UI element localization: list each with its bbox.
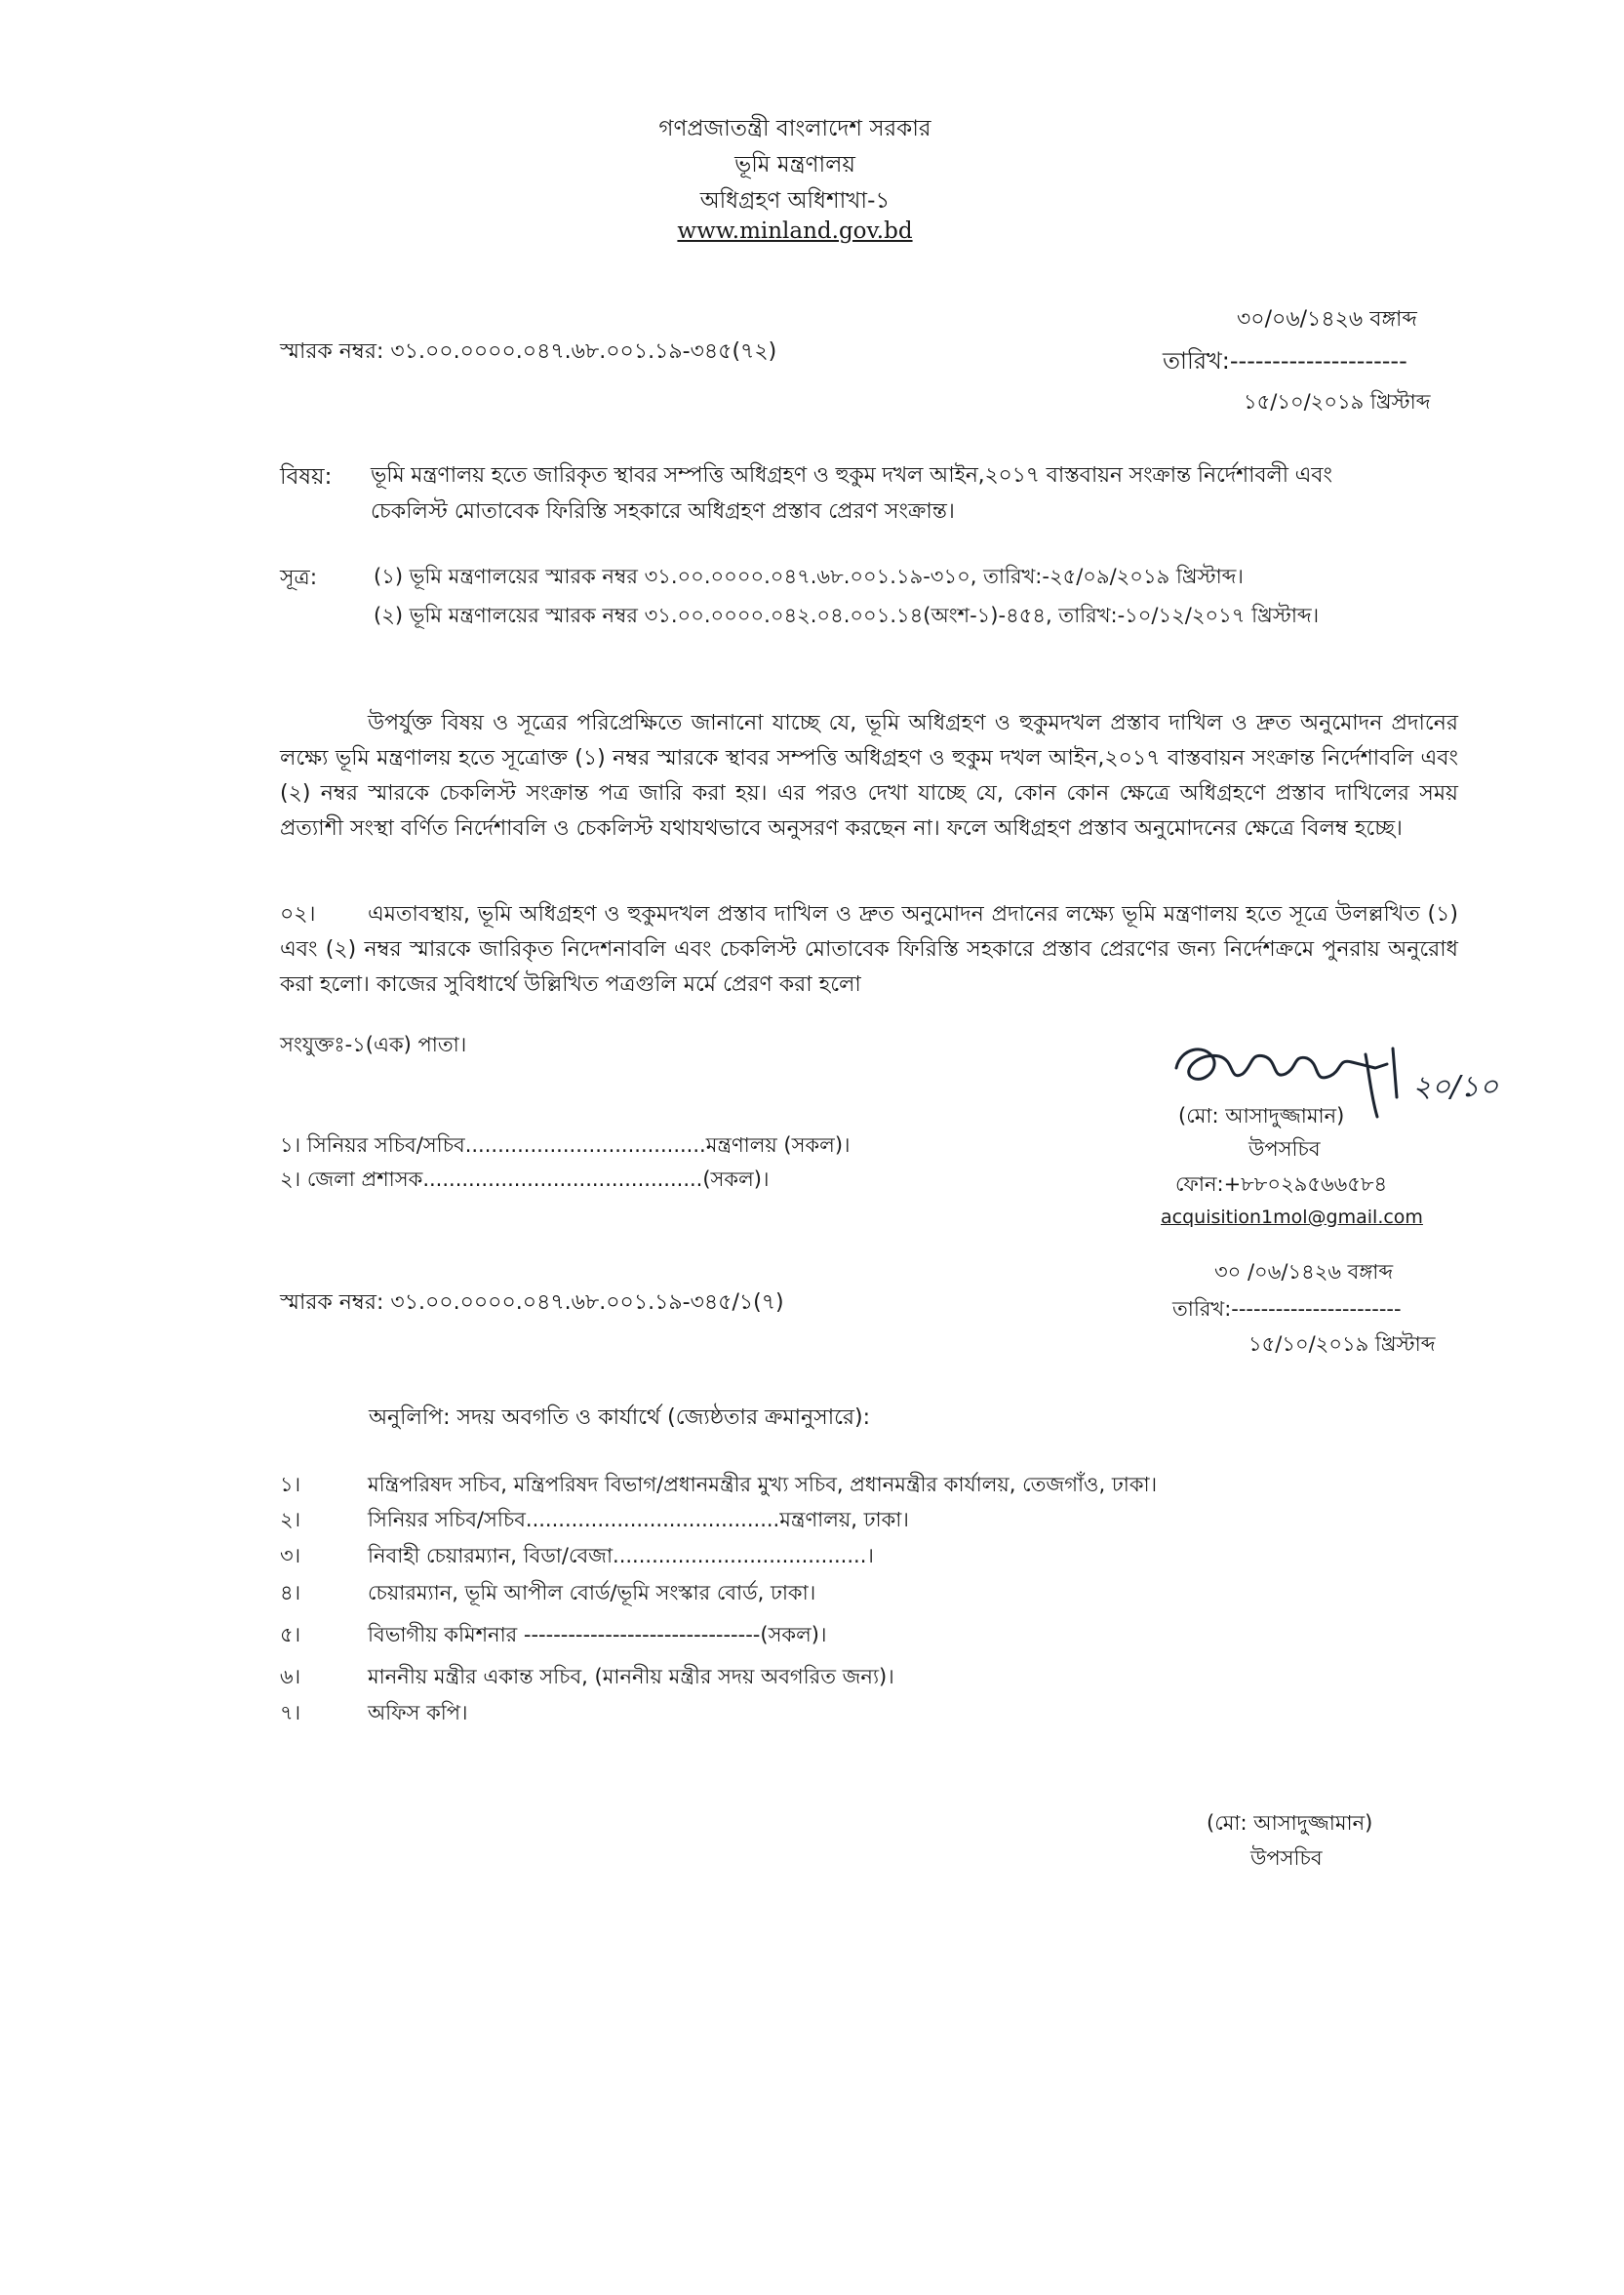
copy-item-text: অফিস কপি। bbox=[368, 1701, 468, 1724]
subject-label: বিষয়: bbox=[280, 464, 333, 490]
paragraph-2-text: এমতাবস্থায়, ভূমি অধিগ্রহণ ও হুকুমদখল প্রস্তাব দাখিল ও দ্রুত অনুমোদন প্রদানের লক্ষ্যে ভূমি মন্ত্রণালয় হতে সূত্রে উলল্লখিত (১) এবং (২) নম্বর স্মারকে জারিকৃত নিদেশনাবলি এবং চেকলিস্ট মোতাবেক ফিরিস্তি সহকারে প্রস্তাব প্রেরণের জন্য নির্দেশক্রমে পুনরায় অনুরোধ করা হলো। কাজের সুবিধার্থে উল্লিখিত পত্রগুলি মর্মে প্রেরণ করা হলো bbox=[280, 902, 1458, 997]
signer-email-text: acquisition1mol@gmail.com bbox=[1161, 1207, 1423, 1228]
reference-item: (১) ভূমি মন্ত্রণালয়ের স্মারক নম্বর ৩১.০০.০০০০.০৪৭.৬৮.০০১.১৯-৩১০, তারিখ:-২৫/০৯/২০১৯ খ্রিস্টাব্দ। bbox=[374, 565, 1244, 588]
memo-date-english: ১৫/১০/২০১৯ খ্রিস্টাব্দ bbox=[1244, 390, 1431, 414]
subject-line-1: ভূমি মন্ত্রণালয় হতে জারিকৃত স্থাবর সম্পত্তি অধিগ্রহণ ও হুকুম দখল আইন,২০১৭ বাস্তবায়ন সংক্রান্ত নির্দেশাবলী এবং bbox=[371, 463, 1332, 488]
copy-item-text: সিনিয়র সচিব/সচিব.......................................মন্ত্রণালয়, ঢাকা। bbox=[368, 1508, 909, 1531]
government-title: গণপ্রজাতন্ত্রী বাংলাদেশ সরকার bbox=[658, 116, 931, 141]
copy-item-text: মন্ত্রিপরিষদ সচিব, মন্ত্রিপরিষদ বিভাগ/প্রধানমন্ত্রীর মুখ্য সচিব, প্রধানমন্ত্রীর কার্যালয়, তেজগাঁও, ঢাকা। bbox=[368, 1473, 1158, 1496]
memo-date-label: তারিখ:--------------------- bbox=[1163, 347, 1407, 375]
copy-item-text: চেয়ারম্যান, ভূমি আপীল বোর্ড/ভূমি সংস্কার বোর্ড, ঢাকা। bbox=[368, 1581, 816, 1604]
copy-item bbox=[280, 1661, 894, 1695]
copy-item-number: ২। bbox=[280, 1508, 301, 1531]
copy-item-number: ৬। bbox=[280, 1665, 301, 1688]
signature-date: ২০/১০ bbox=[1412, 1070, 1499, 1104]
memo2-date-bangla: ৩০ /০৬/১৪২৬ বঙ্গাব্দ bbox=[1214, 1260, 1394, 1284]
copy-item-text: নিবাহী চেয়ারম্যান, বিডা/বেজা.......................................। bbox=[368, 1544, 874, 1567]
memo2-number: স্মারক নম্বর: ৩১.০০.০০০০.০৪৭.৬৮.০০১.১৯-৩৪৫/১(৭) bbox=[280, 1290, 784, 1315]
memo-number: স্মারক নম্বর: ৩১.০০.০০০০.০৪৭.৬৮.০০১.১৯-৩৪৫(৭২) bbox=[280, 339, 777, 364]
website-link[interactable] bbox=[0, 218, 1590, 244]
reference-item: (২) ভূমি মন্ত্রণালয়ের স্মারক নম্বর ৩১.০০.০০০০.০৪২.০৪.০০১.১৪(অংশ-১)-৪৫৪, তারিখ:-১০/১২/২০১৭ খ্রিস্টাব্দ। bbox=[374, 604, 1320, 627]
recipient-item: ১। সিনিয়র সচিব/সচিব.....................................মন্ত্রণালয় (সকল)। bbox=[280, 1133, 851, 1157]
copy-item-number: ৫। bbox=[280, 1623, 301, 1646]
copy-item bbox=[280, 1469, 1157, 1503]
attachment-note: সংযুক্তঃ-১(এক) পাতা। bbox=[280, 1033, 467, 1056]
website-link-text: www.minland.gov.bd bbox=[677, 218, 913, 244]
signer2-name: (মো: আসাদুজ্জামান) bbox=[1207, 1811, 1373, 1835]
signer-email[interactable] bbox=[1161, 1205, 1423, 1229]
copy-item bbox=[280, 1619, 826, 1653]
copy-item bbox=[280, 1697, 468, 1731]
copy-item bbox=[280, 1540, 874, 1574]
copy-item-number: ৭। bbox=[280, 1701, 301, 1724]
reference-label: সূত্র: bbox=[280, 566, 318, 590]
signer-name: (মো: আসাদুজ্জামান) bbox=[1178, 1104, 1345, 1128]
signer-designation: উপসচিব bbox=[1248, 1137, 1321, 1161]
copy-item-number: ১। bbox=[280, 1473, 301, 1496]
copy-item-text: বিভাগীয় কমিশনার --------------------------------(সকল)। bbox=[368, 1623, 827, 1646]
recipient-item: ২। জেলা প্রশাসক...........................................(সকল)। bbox=[280, 1167, 770, 1191]
memo2-date-label: তারিখ:----------------------- bbox=[1172, 1297, 1402, 1321]
copy-title: অনুলিপি: সদয় অবগতি ও কার্যার্থে (জ্যেষ্ঠতার ক্রমানুসারে): bbox=[369, 1405, 871, 1430]
signer2-designation: উপসচিব bbox=[1250, 1846, 1323, 1870]
memo-date-bangla: ৩০/০৬/১৪২৬ বঙ্গাব্দ bbox=[1237, 307, 1417, 332]
copy-item bbox=[280, 1577, 815, 1611]
branch-title: অধিগ্রহণ অধিশাখা-১ bbox=[699, 188, 891, 214]
copy-item-number: ৪। bbox=[280, 1581, 301, 1604]
body-paragraph-1: উপর্যুক্ত বিষয় ও সূত্রের পরিপ্রেক্ষিতে জানানো যাচ্ছে যে, ভূমি অধিগ্রহণ ও হুকুমদখল প্রস্তাব দাখিল ও দ্রুত অনুমোদন প্রদানের লক্ষ্যে ভূমি মন্ত্রণালয় হতে সূত্রোক্ত (১) নম্বর স্মারকে স্থাবর সম্পত্তি অধিগ্রহণ ও হুকুম দখল আইন,২০১৭ বাস্তবায়ন সংক্রান্ত নির্দেশাবলি এবং (২) নম্বর স্মারকে চেকলিস্ট সংক্রান্ত পত্র জারি করা হয়। এর পরও দেখা যাচ্ছে যে, কোন কোন ক্ষেত্রে অধিগ্রহণে প্রস্তাব দাখিলের সময় প্রত্যাশী সংস্থা বর্ণিত নির্দেশাবলি ও চেকলিস্ট যথাযথভাবে অনুসরণ করছেন না। ফলে অধিগ্রহণ প্রস্তাব অনুমোদনের ক্ষেত্রে বিলম্ব হচ্ছে। bbox=[280, 711, 1458, 841]
copy-item-number: ৩। bbox=[280, 1544, 301, 1567]
subject-line-2: চেকলিস্ট মোতাবেক ফিরিস্তি সহকারে অধিগ্রহণ প্রস্তাব প্রেরণ সংক্রান্ত। bbox=[371, 499, 955, 524]
ministry-title: ভূমি মন্ত্রণালয় bbox=[734, 152, 855, 178]
copy-item-text: মাননীয় মন্ত্রীর একান্ত সচিব, (মাননীয় মন্ত্রীর সদয় অবগরিত জন্য)। bbox=[368, 1665, 894, 1688]
signer-phone: ফোন:+৮৮০২৯৫৬৬৫৮৪ bbox=[1175, 1172, 1388, 1196]
body-paragraph-2 bbox=[280, 897, 1458, 1003]
paragraph-number: ০২। bbox=[280, 902, 316, 927]
copy-item bbox=[280, 1504, 909, 1538]
memo2-date-english: ১৫/১০/২০১৯ খ্রিস্টাব্দ bbox=[1248, 1332, 1436, 1356]
